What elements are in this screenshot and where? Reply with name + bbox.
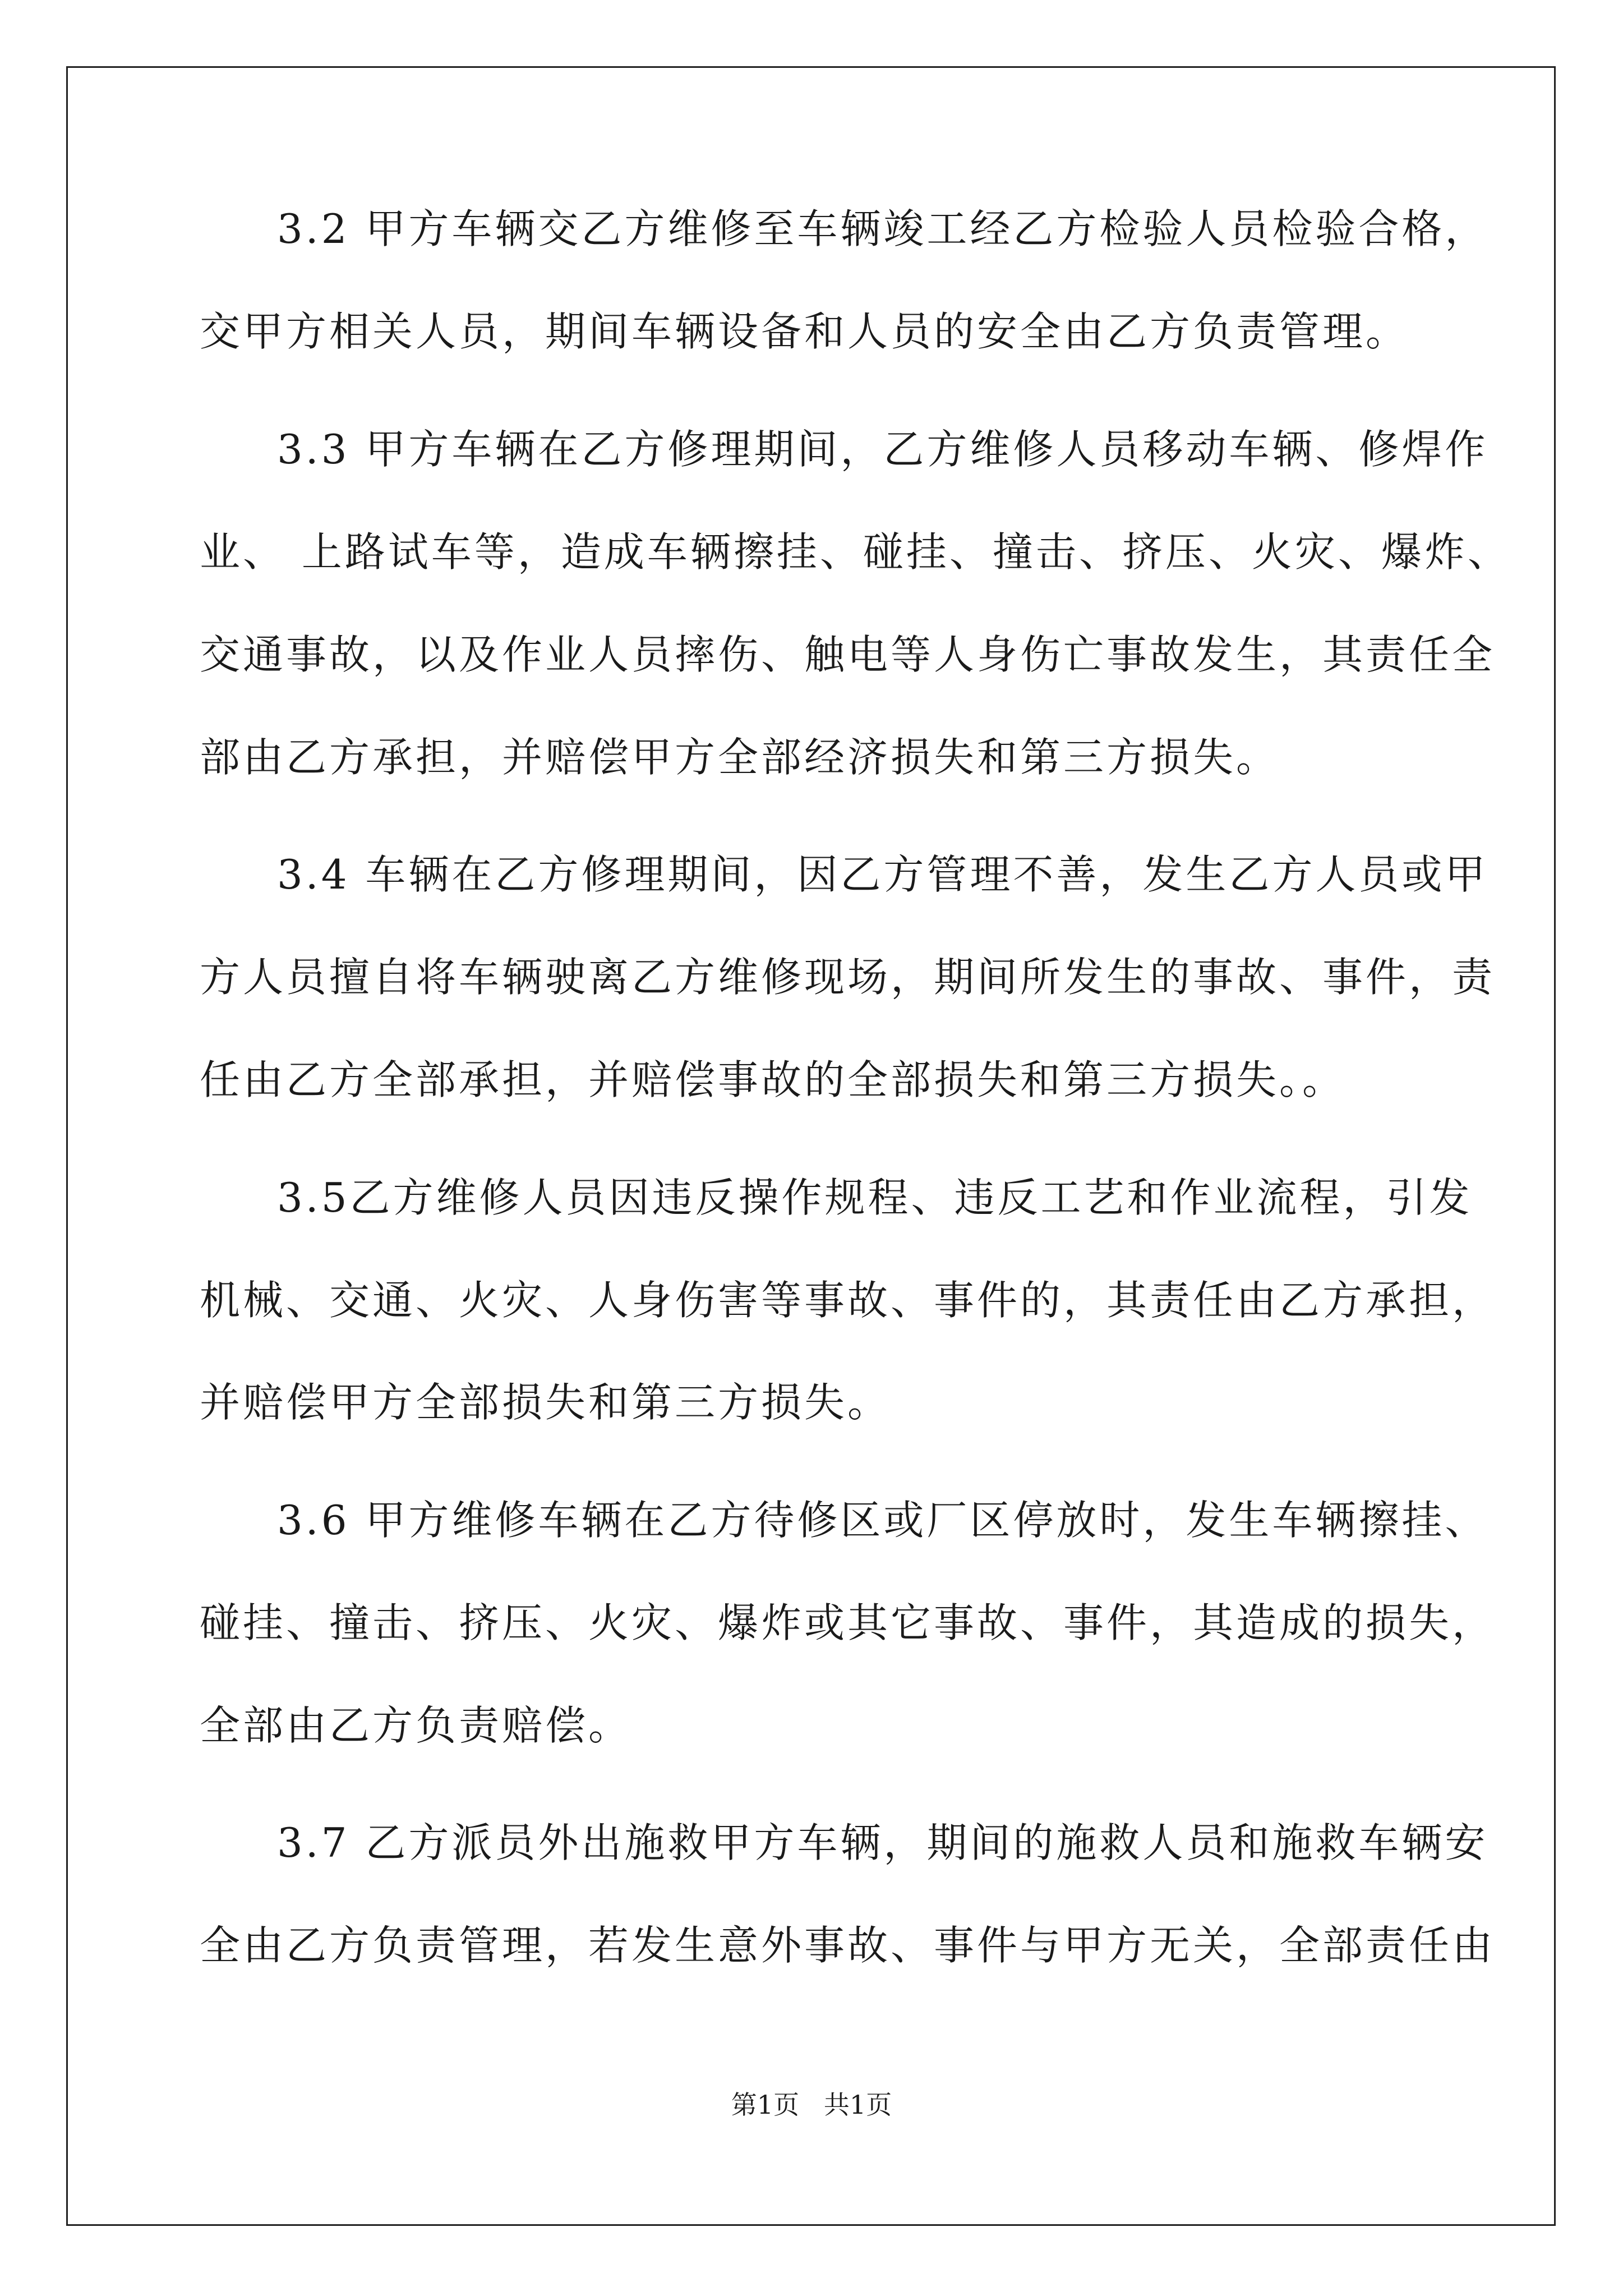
text-line: 并赔偿甲方全部损失和第三方损失。 <box>200 1379 891 1426</box>
text-line: 机械、交通、火灾、人身伤害等事故、事件的，其责任由乙方承担， <box>200 1277 1496 1324</box>
text-line: 3.4 车辆在乙方修理期间，因乙方管理不善，发生乙方人员或甲 <box>277 851 1488 898</box>
text-line: 3.3 甲方车辆在乙方修理期间，乙方维修人员移动车辆、修焊作 <box>277 426 1488 473</box>
text-line: 交甲方相关人员，期间车辆设备和人员的安全由乙方负责管理。 <box>200 308 1409 355</box>
text-line: 3.6 甲方维修车辆在乙方待修区或厂区停放时，发生车辆擦挂、 <box>277 1497 1488 1544</box>
text-line: 全部由乙方负责赔偿。 <box>200 1702 632 1749</box>
text-line: 交通事故，以及作业人员摔伤、触电等人身伤亡事故发生，其责任全 <box>200 631 1496 678</box>
text-line: 3.2 甲方车辆交乙方维修至车辆竣工经乙方检验人员检验合格， <box>277 205 1488 252</box>
text-line: 部由乙方承担，并赔偿甲方全部经济损失和第三方损失。 <box>200 734 1280 781</box>
text-line: 全由乙方负责管理，若发生意外事故、事件与甲方无关，全部责任由 <box>200 1922 1496 1969</box>
text-line: 方人员擅自将车辆驶离乙方维修现场，期间所发生的事故、事件，责 <box>200 954 1496 1001</box>
page-border <box>66 66 1556 2226</box>
page-number-footer: 第1页 共1页 <box>731 2090 892 2120</box>
text-line: 3.5乙方维修人员因违反操作规程、违反工艺和作业流程，引发 <box>277 1174 1473 1221</box>
text-line: 任由乙方全部承担，并赔偿事故的全部损失和第三方损失。。 <box>200 1056 1346 1103</box>
text-line: 碰挂、撞击、挤压、火灾、爆炸或其它事故、事件，其造成的损失， <box>200 1599 1496 1646</box>
text-line: 3.7 乙方派员外出施救甲方车辆，期间的施救人员和施救车辆安 <box>277 1819 1488 1866</box>
text-line: 业、 上路试车等，造成车辆擦挂、碰挂、撞击、挤压、火灾、爆炸、 <box>200 528 1511 576</box>
